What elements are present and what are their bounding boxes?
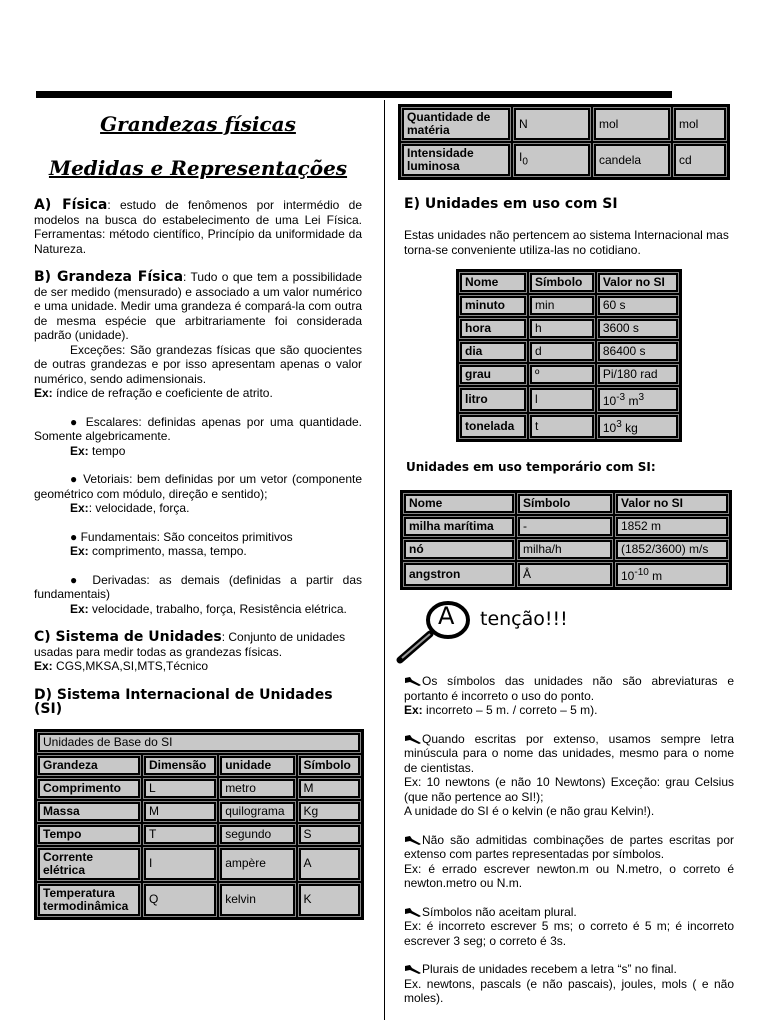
vectors-example: Ex:: velocidade, força. bbox=[70, 501, 190, 515]
table-cell: ampère bbox=[220, 848, 294, 880]
table-cell: - bbox=[518, 517, 612, 536]
table-cell: nó bbox=[404, 540, 514, 559]
table-cell: angstron bbox=[404, 563, 514, 586]
fundamentals-text: ● Fundamentais: São conceitos primitivos bbox=[70, 529, 293, 544]
page-subtitle: Medidas e Representações bbox=[48, 156, 348, 180]
si-base-units-table bbox=[34, 729, 364, 920]
table-row bbox=[404, 540, 728, 559]
table-row bbox=[460, 319, 678, 338]
derived-example: Ex: velocidade, trabalho, força, Resistência elétrica. bbox=[70, 601, 347, 616]
scalars-example: Ex: tempo bbox=[70, 443, 126, 458]
table-row bbox=[460, 342, 678, 361]
table-cell: Temperatura termodinâmica bbox=[38, 884, 140, 916]
table-header: Valor no SI bbox=[598, 273, 678, 292]
table-cell: metro bbox=[220, 779, 294, 798]
table-cell: A bbox=[299, 848, 360, 880]
section-d: D) Sistema Internacional de Unidades (SI) bbox=[34, 686, 333, 717]
table-header: Nome bbox=[404, 494, 514, 513]
table-cell: hora bbox=[460, 319, 526, 338]
table-cell: min bbox=[530, 296, 594, 315]
note-2-example: Ex: 10 newtons (e não 10 Newtons) Exceção: grau Celsius (que não pertence ao SI!); bbox=[404, 775, 734, 804]
table-header: Símbolo bbox=[518, 494, 612, 513]
table-cell: º bbox=[530, 365, 594, 384]
note-3-example: Ex: é errado escrever newton.m ou N.metro, o correto é newton.metro ou N.m. bbox=[404, 861, 734, 890]
note-5: Plurais de unidades recebem a letra “s” no final. bbox=[404, 962, 734, 977]
section-b-example: Ex: índice de refração e coeficiente de atrito. bbox=[34, 386, 273, 400]
table-cell: kelvin bbox=[220, 884, 294, 916]
table-cell: L bbox=[144, 779, 216, 798]
table-row bbox=[38, 848, 360, 880]
attention-letter: A bbox=[438, 602, 455, 630]
table-cell: $10^3$ kg bbox=[598, 415, 678, 438]
table-header: unidade bbox=[220, 756, 294, 775]
table-cell: M bbox=[144, 802, 216, 821]
note-2: Quando escritas por extenso, usamos sempre letra minúscula para o nome das unidades, mesmo para o nome de cientistas. bbox=[404, 731, 734, 775]
table-cell: candela bbox=[594, 144, 670, 176]
table-cell: 1852 m bbox=[616, 517, 728, 536]
derived-text: ● Derivadas: as demais (definidas a partir das fundamentais) bbox=[34, 572, 362, 601]
table-cell: T bbox=[144, 825, 216, 844]
section-b-exceptions: Exceções: São grandezas físicas que são quocientes de outras grandezas e por isso apresentam apenas o valor numérico, sendo adimensionais. bbox=[34, 342, 362, 386]
note-4-example: Ex: é incorreto escrever 5 ms; o correto é 5 m; é incorreto escrever 3 seg; o correto é 3s. bbox=[404, 919, 734, 948]
table-row bbox=[38, 733, 360, 752]
top-rule bbox=[36, 91, 672, 98]
temporary-units-table bbox=[400, 490, 732, 590]
table-cell: tonelada bbox=[460, 415, 526, 438]
table-cell: milha/h bbox=[518, 540, 612, 559]
table-cell: S bbox=[299, 825, 360, 844]
table-cell: Å bbox=[518, 563, 612, 586]
table-header: Dimensão bbox=[144, 756, 216, 775]
units-in-use-table bbox=[456, 269, 682, 442]
section-c-example: Ex: CGS,MKSA,SI,MTS,Técnico bbox=[34, 659, 209, 673]
table-cell: (1852/3600) m/s bbox=[616, 540, 728, 559]
table-cell: $10^{-10}$ m bbox=[616, 563, 728, 586]
table-cell: Q bbox=[144, 884, 216, 916]
table-header: Símbolo bbox=[299, 756, 360, 775]
table-cell: 60 s bbox=[598, 296, 678, 315]
table-cell: mol bbox=[594, 108, 670, 140]
si-base-units-continued-table bbox=[398, 104, 730, 180]
table-cell: grau bbox=[460, 365, 526, 384]
table-cell: $I_0$ bbox=[514, 144, 590, 176]
table-row bbox=[38, 802, 360, 821]
attention-banner bbox=[404, 600, 734, 666]
table-cell: l bbox=[530, 388, 594, 411]
section-e-text: Estas unidades não pertencem ao sistema Internacional mas torna-se conveniente utiliza-las no cotidiano. bbox=[404, 228, 729, 257]
table-cell: milha marítima bbox=[404, 517, 514, 536]
table-cell: Massa bbox=[38, 802, 140, 821]
table-row bbox=[38, 884, 360, 916]
table-header-row bbox=[38, 756, 360, 775]
vectors-text: ● Vetoriais: bem definidas por um vetor (componente geométrico com módulo, direção e sentido); bbox=[34, 472, 362, 501]
table-row bbox=[460, 296, 678, 315]
table-header: Nome bbox=[460, 273, 526, 292]
table-cell: minuto bbox=[460, 296, 526, 315]
table-cell: I bbox=[144, 848, 216, 880]
table-row bbox=[402, 108, 726, 140]
table-header: Símbolo bbox=[530, 273, 594, 292]
note-4: Símbolos não aceitam plural. bbox=[404, 905, 734, 920]
temporary-units-heading: Unidades em uso temporário com SI: bbox=[406, 460, 656, 474]
table-cell: d bbox=[530, 342, 594, 361]
table-caption: Unidades de Base do SI bbox=[38, 733, 360, 752]
table-cell: dia bbox=[460, 342, 526, 361]
table-cell: mol bbox=[674, 108, 726, 140]
table-row bbox=[38, 825, 360, 844]
table-cell: cd bbox=[674, 144, 726, 176]
table-cell: litro bbox=[460, 388, 526, 411]
note-5-example: Ex. newtons, pascals (e não pascais), joules, mols ( e não moles). bbox=[404, 976, 734, 1005]
table-row bbox=[460, 388, 678, 411]
table-cell: Kg bbox=[299, 802, 360, 821]
table-cell: segundo bbox=[220, 825, 294, 844]
note-2-extra: A unidade do SI é o kelvin (e não grau Kelvin!). bbox=[404, 804, 655, 818]
table-row bbox=[460, 415, 678, 438]
table-header-row bbox=[404, 494, 728, 513]
page-title: Grandezas físicas bbox=[100, 112, 296, 136]
pointing-hand-icon bbox=[404, 835, 422, 845]
note-3: Não são admitidas combinações de partes escritas por extenso com partes representadas por símbolos. bbox=[404, 832, 734, 861]
scalars-text: ● Escalares: definidas apenas por uma quantidade. Somente algebricamente. bbox=[34, 414, 362, 443]
table-cell: Tempo bbox=[38, 825, 140, 844]
table-row bbox=[404, 563, 728, 586]
table-cell: Corrente elétrica bbox=[38, 848, 140, 880]
note-1: Os símbolos das unidades não são abreviaturas e portanto é incorreto o uso do ponto. bbox=[404, 674, 734, 703]
table-cell: h bbox=[530, 319, 594, 338]
table-cell: K bbox=[299, 884, 360, 916]
table-cell: 86400 s bbox=[598, 342, 678, 361]
table-cell: t bbox=[530, 415, 594, 438]
table-cell: Quantidade de matéria bbox=[402, 108, 510, 140]
pointing-hand-icon bbox=[404, 907, 422, 917]
pointing-hand-icon bbox=[404, 676, 422, 686]
table-header-row bbox=[460, 273, 678, 292]
table-cell: 3600 s bbox=[598, 319, 678, 338]
table-cell: Intensidade luminosa bbox=[402, 144, 510, 176]
table-cell: N bbox=[514, 108, 590, 140]
table-cell: Pi/180 rad bbox=[598, 365, 678, 384]
fundamentals-example: Ex: comprimento, massa, tempo. bbox=[70, 544, 247, 558]
table-header: Valor no SI bbox=[616, 494, 728, 513]
section-b: B) Grandeza Física: Tudo o que tem a possibilidade de ser medido (mensurado) e associado a um valor numérico e uma unidade. Medir uma grandeza é compará-la com outra de mesma espécie que arbitrariamente foi considerada padrão (unidade). bbox=[34, 269, 363, 342]
table-row bbox=[460, 365, 678, 384]
table-row bbox=[404, 517, 728, 536]
section-a: A) Física: estudo de fenômenos por intermédio de modelos na busca do estabelecimento de uma Lei Física. Ferramentas: método científico, Princípio da uniformidade da Natureza. bbox=[34, 197, 362, 256]
table-cell: Comprimento bbox=[38, 779, 140, 798]
right-column bbox=[404, 104, 734, 1006]
attention-word: tenção!!! bbox=[480, 608, 568, 630]
section-e-heading: E) Unidades em uso com SI bbox=[404, 196, 618, 212]
table-cell: M bbox=[299, 779, 360, 798]
table-header: Grandeza bbox=[38, 756, 140, 775]
section-c: C) Sistema de Unidades: Conjunto de unidades usadas para medir todas as grandezas físicas. bbox=[34, 629, 346, 659]
table-cell: $10^{-3}$ $m^3$ bbox=[598, 388, 678, 411]
left-column bbox=[34, 108, 362, 920]
pointing-hand-icon bbox=[404, 734, 422, 744]
table-cell: quilograma bbox=[220, 802, 294, 821]
column-divider bbox=[384, 100, 385, 1020]
table-row bbox=[402, 144, 726, 176]
note-1-example: Ex: incorreto – 5 m. / correto – 5 m). bbox=[404, 703, 598, 717]
table-row bbox=[38, 779, 360, 798]
pointing-hand-icon bbox=[404, 964, 422, 974]
